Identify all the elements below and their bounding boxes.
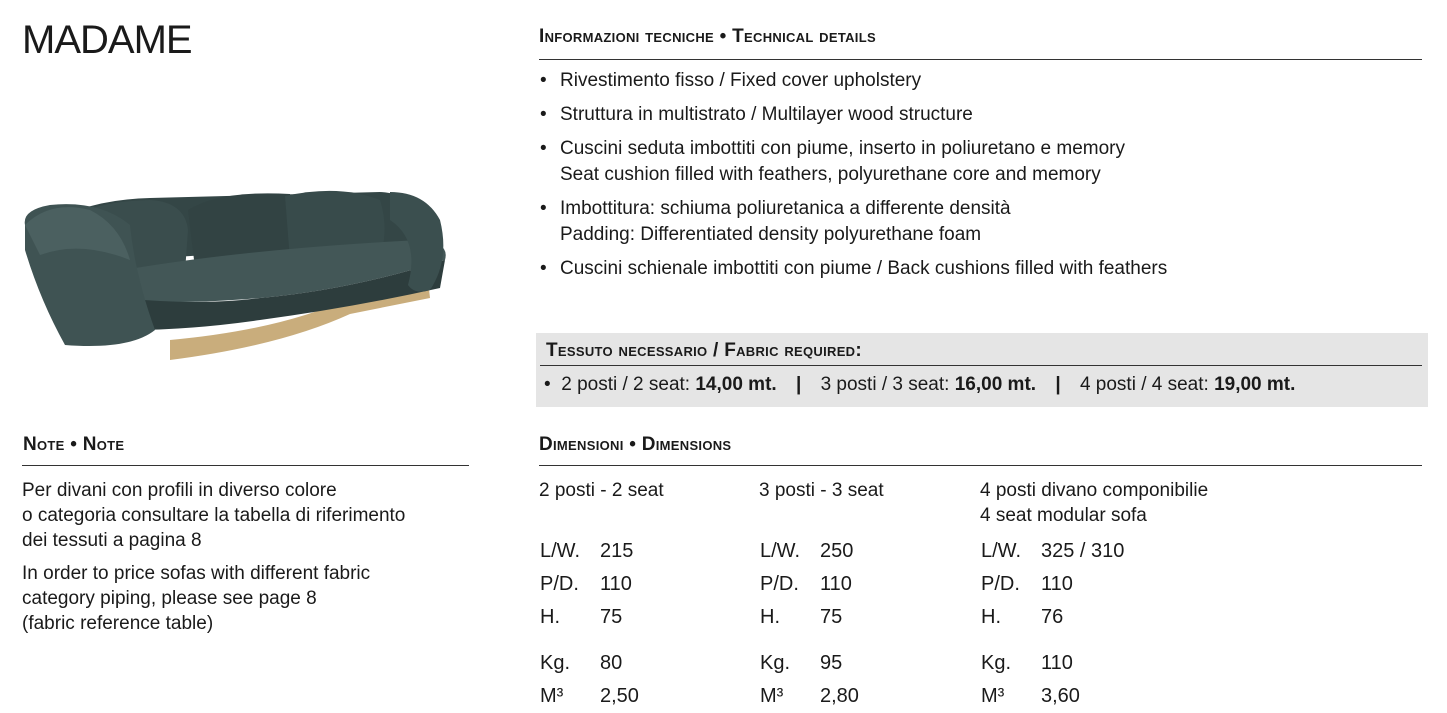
notes-heading: Note • Note [23, 434, 125, 455]
technical-heading: Informazioni tecniche • Technical details [539, 26, 876, 47]
dimensions-table-2-seat: L/W. 215 P/D. 110 H. 75 Kg. 80 M³ 2,50 [540, 540, 639, 707]
fabric-rule [540, 365, 1422, 366]
column-title: 4 posti divano componibilie [980, 480, 1209, 501]
sofa-image [20, 180, 460, 380]
note-paragraph-it: Per divani con profili in diverso colore o categoria consultare la tabella di riferimento dei tessuti a pagina 8 [22, 480, 406, 551]
dimensions-table-4-seat: L/W. 325 / 310 P/D. 110 H. 76 Kg. 110 M³ 3,60 [981, 540, 1125, 707]
list-item: • Cuscini schienale imbottiti con piume / Back cushions filled with feathers [540, 256, 1420, 282]
technical-list [540, 68, 1420, 290]
notes-text [22, 478, 462, 644]
fabric-heading: Tessuto necessario / Fabric required: [546, 340, 862, 361]
fabric-label: 3 posti / 3 seat: [820, 374, 950, 395]
dimensions-column-3-seat [759, 478, 884, 503]
dimensions-table-3-seat: L/W. 250 P/D. 110 H. 75 Kg. 95 M³ 2,80 [760, 540, 859, 707]
fabric-value: 19,00 mt. [1214, 374, 1296, 395]
fabric-label: 2 posti / 2 seat: [561, 374, 691, 395]
notes-rule [22, 465, 469, 466]
dimensions-column-4-seat [980, 478, 1208, 528]
column-title: 3 posti - 3 seat [759, 480, 884, 501]
list-item: • Imbottitura: schiuma poliuretanica a differente densità Padding: Differentiated density polyurethane foam [540, 196, 1420, 248]
dimensions-column-2-seat [539, 478, 664, 503]
fabric-label: 4 posti / 4 seat: [1079, 374, 1209, 395]
list-item: • Cuscini seduta imbottiti con piume, inserto in poliuretano e memory Seat cushion filled with feathers, polyurethane core and memory [540, 136, 1420, 188]
column-subtitle: 4 seat modular sofa [980, 505, 1147, 526]
fabric-row: • 2 posti / 2 seat: 14,00 mt. | 3 posti / 3 seat: 16,00 mt. | 4 posti / 4 seat: 19,00 mt. [544, 374, 1296, 395]
product-title: MADAME [22, 18, 192, 62]
dimensions-rule [539, 465, 1422, 466]
technical-rule [539, 59, 1422, 60]
fabric-value: 14,00 mt. [695, 374, 777, 395]
list-item: • Struttura in multistrato / Multilayer wood structure [540, 102, 1420, 128]
note-paragraph-en: In order to price sofas with different fabric category piping, please see page 8 (fabric reference table) [22, 563, 371, 634]
dimensions-heading: Dimensioni • Dimensions [539, 434, 732, 455]
fabric-value: 16,00 mt. [954, 374, 1037, 395]
list-item: • Rivestimento fisso / Fixed cover upholstery [540, 68, 1420, 94]
column-title: 2 posti - 2 seat [539, 480, 664, 501]
